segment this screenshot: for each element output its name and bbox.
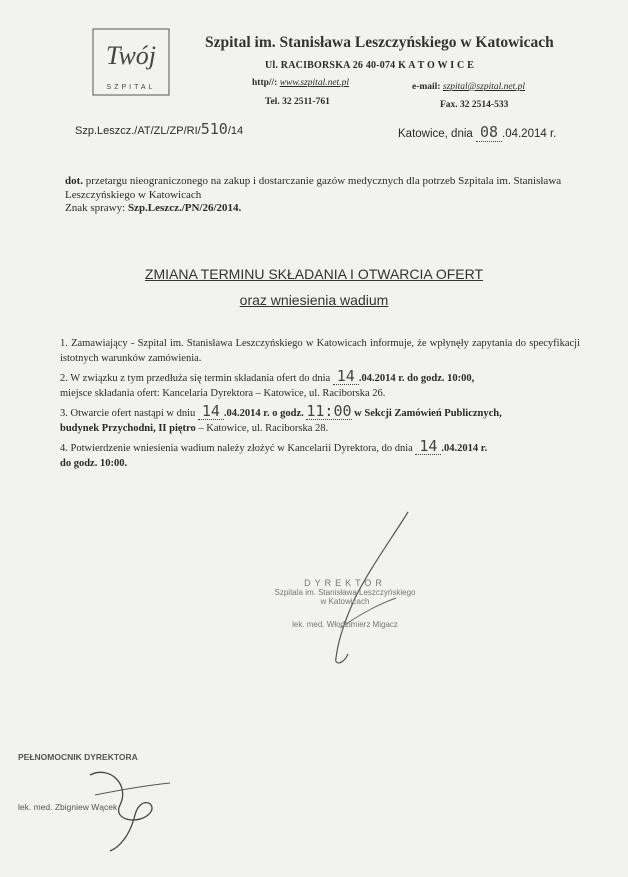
stamp-director-name: lek. med. Włodzimierz Migacz (292, 620, 398, 629)
director-stamp (250, 578, 440, 629)
email-line (412, 82, 525, 92)
point-3 (60, 404, 580, 436)
reference-handwritten: 510 (200, 120, 228, 138)
website-link[interactable]: www.szpital.net.pl (279, 78, 349, 88)
subject-section (65, 175, 585, 216)
stamp-hospital: Szpitala im. Stanisława Leszczyńskiego (274, 588, 416, 597)
document-subtitle: oraz wniesienia wadium (239, 292, 389, 308)
email-link[interactable]: szpital@szpital.net.pl (442, 82, 525, 92)
proxy-stamp (18, 752, 178, 812)
subject-text: przetargu nieograniczonego na zakup i dostarczanie gazów medycznych dla potrzeb Szpitala im. Stanisława Leszczyńskiego w Katowicach (65, 175, 562, 201)
point-3-date: .04.2014 r. o godz. (223, 408, 304, 419)
point-3-section: w Sekcji Zamówień Publicznych, (354, 408, 502, 419)
stamp-city: w Katowicach (320, 597, 370, 606)
point-2-location: miejsce składania ofert: Kancelaria Dyrektora – Katowice, ul. Raciborska 26. (60, 387, 386, 399)
website-label: http//: (252, 78, 278, 88)
hospital-name: Szpital im. Stanisława Leszczyńskiego w Katowicach (205, 34, 554, 51)
date-day-handwritten: 08 (476, 123, 502, 142)
hospital-logo (92, 28, 170, 96)
point-2-deadline: .04.2014 r. do godz. 10:00, (358, 373, 475, 384)
place-prefix: Katowice, dnia (398, 128, 473, 140)
fax-number: Fax. 32 2514-533 (440, 100, 509, 110)
website-line (252, 78, 349, 88)
date-suffix: .04.2014 r. (502, 128, 557, 140)
document-body (60, 337, 580, 474)
point-4-time: do godz. 10:00. (60, 457, 128, 469)
reference-suffix: /14 (227, 125, 244, 137)
stamp-title: DYREKTOR (304, 578, 386, 588)
logo-word: Twój (105, 41, 157, 70)
point-4-text: 4. Potwierdzenie wniesienia wadium należy złożyć w Kancelarii Dyrektora, do dnia (60, 443, 413, 454)
case-label: Znak sprawy: (65, 202, 126, 214)
point-3-text: 3. Otwarcie ofert nastąpi w dniu (60, 408, 196, 419)
point-1: 1. Zamawiający - Szpital im. Stanisława Leszczyńskiego w Katowicach informuje, że wpłynęły zapytania do specyfikacji istotnych warunków zamówienia. (60, 338, 580, 364)
point-3-address: – Katowice, ul. Raciborska 28. (198, 422, 329, 434)
point-3-day-handwritten: 14 (198, 404, 224, 420)
email-label: e-mail: (412, 82, 441, 92)
place-date (398, 123, 556, 142)
logo-subtitle: SZPITAL (106, 84, 156, 91)
document-title: ZMIANA TERMINU SKŁADANIA I OTWARCIA OFERT (144, 266, 484, 282)
point-4-date: .04.2014 r. (441, 443, 488, 454)
point-2 (60, 369, 580, 401)
point-3-time-handwritten: 11:00 (306, 402, 352, 420)
point-4 (60, 439, 580, 471)
point-2-day-handwritten: 14 (333, 369, 359, 385)
hospital-address: Ul. RACIBORSKA 26 40-074 K A T O W I C E (265, 60, 474, 71)
point-3-building: budynek Przychodni, II piętro (60, 422, 196, 434)
point-4-day-handwritten: 14 (415, 439, 441, 455)
proxy-name: lek. med. Zbigniew Wącek (18, 802, 118, 812)
case-value: Szp.Leszcz./PN/26/2014. (127, 202, 242, 214)
reference-prefix: Szp.Leszcz./AT/ZL/ZP/RI/ (75, 125, 201, 137)
reference-number (75, 120, 243, 138)
proxy-stamp-title: PEŁNOMOCNIK DYREKTORA (18, 752, 138, 762)
point-2-text: 2. W związku z tym przedłuża się termin składania ofert do dnia (60, 373, 331, 384)
subject-label: dot. (65, 175, 84, 187)
phone-number: Tel. 32 2511-761 (265, 97, 330, 107)
